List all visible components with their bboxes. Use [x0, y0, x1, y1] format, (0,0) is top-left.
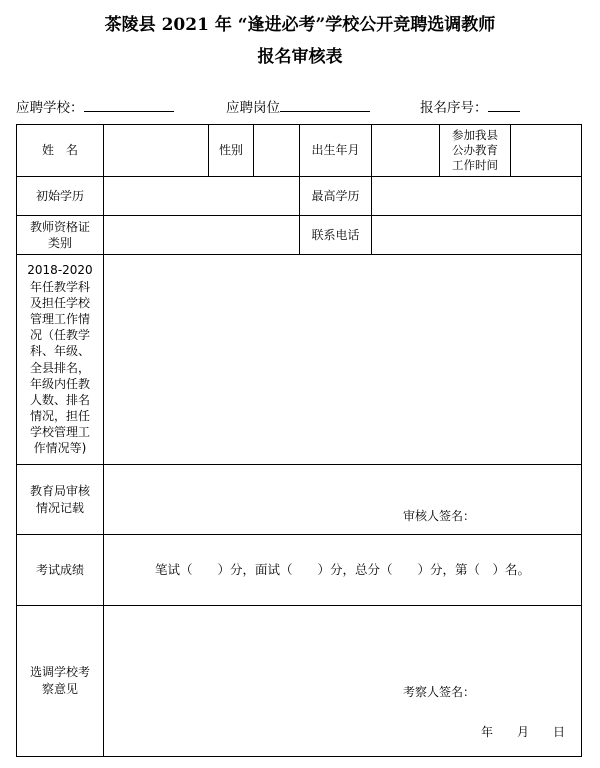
bureau-review-label — [17, 465, 104, 535]
post-field — [226, 96, 370, 116]
phone-value[interactable] — [372, 216, 582, 255]
bureau-review-value[interactable] — [104, 465, 582, 535]
school-opinion-label — [17, 606, 104, 757]
initial-edu-value[interactable] — [104, 177, 300, 216]
school-opinion-label-1: 选调学校考 — [29, 665, 90, 679]
row-school-opinion — [17, 606, 582, 757]
teaching-history-label — [17, 255, 104, 465]
bureau-label-1: 教育局审核 — [29, 483, 90, 498]
form-subtitle: 报名审核表 — [257, 47, 343, 67]
name-value[interactable] — [104, 125, 209, 177]
row-teaching-history — [17, 255, 582, 465]
teaching-history-label-line: 科、年级、 — [29, 344, 90, 359]
teaching-history-label-line: 2018-2020 — [27, 263, 93, 278]
bureau-label-2: 情况记载 — [35, 500, 84, 515]
cert-label-1: 教师资格证 — [29, 220, 90, 234]
teaching-history-value[interactable] — [104, 255, 582, 465]
cert-value[interactable] — [104, 216, 300, 255]
school-label: 应聘学校： — [16, 100, 84, 116]
initial-edu-label: 初始学历 — [17, 177, 104, 216]
highest-edu-value[interactable] — [372, 177, 582, 216]
registration-form-table — [16, 124, 582, 757]
gender-value[interactable] — [254, 125, 300, 177]
row-bureau-review — [17, 465, 582, 535]
county-work-value[interactable] — [511, 125, 582, 177]
teaching-history-label-line: 情况，担任 — [29, 409, 90, 424]
school-opinion-value[interactable] — [104, 606, 582, 757]
form-title: 茶陵县 2021 年 “逢进必考”学校公开竞聘选调教师 — [104, 15, 496, 35]
teaching-history-label-line: 况（任教学 — [29, 328, 90, 343]
county-work-label-2: 公办教育 — [452, 143, 498, 157]
row-cert-phone — [17, 216, 582, 255]
serial-field — [420, 96, 520, 116]
gender-label: 性别 — [209, 125, 254, 177]
teaching-history-label-line: 管理工作情 — [29, 311, 90, 326]
teaching-history-label-line: 年级内任教 — [29, 376, 90, 391]
highest-edu-label: 最高学历 — [300, 177, 372, 216]
date-line: 年 月 日 — [480, 724, 565, 739]
school-field — [16, 96, 174, 116]
county-work-label — [440, 125, 511, 177]
row-education — [17, 177, 582, 216]
teaching-history-label-line: 作情况等) — [33, 441, 87, 456]
school-blank[interactable] — [84, 96, 174, 112]
teaching-history-label-line: 及担任学校 — [29, 295, 90, 310]
teaching-history-label-line: 人数、排名 — [29, 392, 90, 407]
name-label: 姓 名 — [17, 125, 104, 177]
post-label: 应聘岗位 — [226, 100, 280, 116]
serial-blank[interactable] — [488, 96, 520, 112]
phone-label: 联系电话 — [300, 216, 372, 255]
school-opinion-label-2: 察意见 — [41, 682, 78, 696]
inspector-signature-label: 考察人签名： — [402, 685, 475, 699]
serial-label: 报名序号： — [420, 100, 488, 116]
row-exam-scores — [17, 535, 582, 606]
birth-value[interactable] — [372, 125, 440, 177]
teaching-history-label-line: 学校管理工 — [29, 425, 90, 440]
row-basic-info — [17, 125, 582, 177]
exam-score-label: 考试成绩 — [17, 535, 104, 606]
county-work-label-3: 工作时间 — [452, 158, 498, 172]
teaching-history-label-line: 全县排名， — [29, 360, 90, 375]
cert-label — [17, 216, 104, 255]
post-blank[interactable] — [280, 96, 370, 112]
teaching-history-label-line: 年任教学科 — [29, 279, 90, 294]
birth-label: 出生年月 — [300, 125, 372, 177]
cert-label-2: 类别 — [47, 236, 72, 250]
reviewer-signature-label: 审核人签名： — [402, 508, 475, 523]
exam-score-line[interactable]: 笔试（ ）分，面试（ ）分，总分（ ）分，第（ ）名。 — [104, 535, 582, 606]
county-work-label-1: 参加我县 — [452, 128, 498, 142]
header-fields — [16, 96, 588, 116]
